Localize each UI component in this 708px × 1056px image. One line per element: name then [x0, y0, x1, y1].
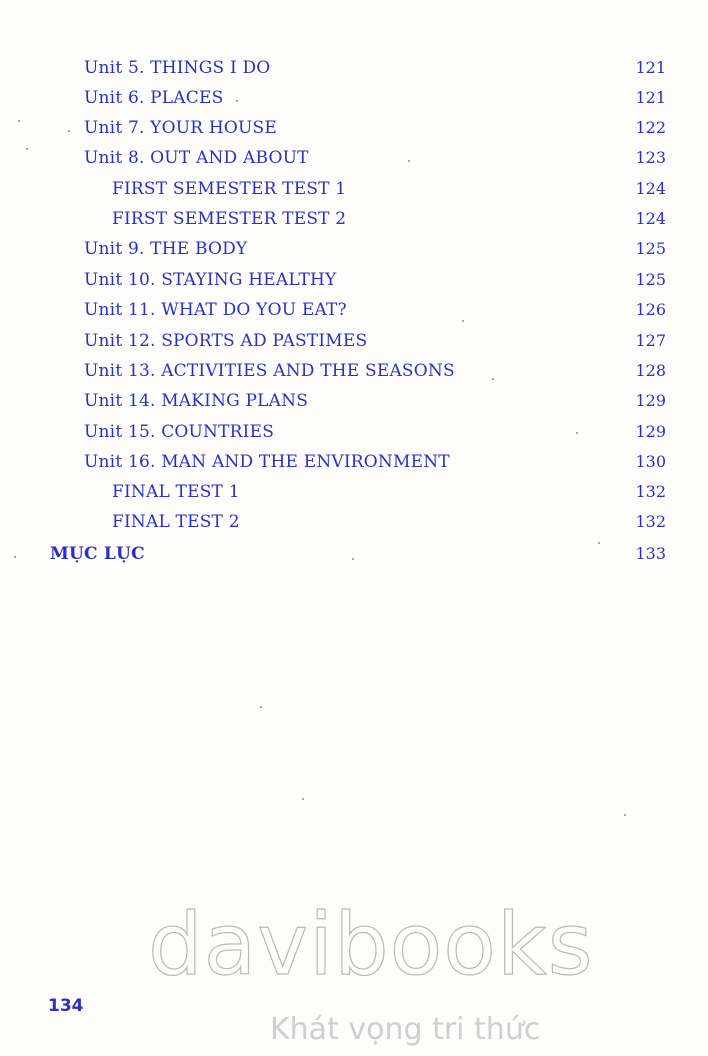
toc-entry-title: Unit 10. STAYING HEALTHY [84, 270, 337, 290]
toc-entry-title: Unit 12. SPORTS AD PASTIMES [84, 331, 368, 351]
toc-entry-unit-15 [0, 422, 708, 452]
toc-entry-unit-6 [0, 88, 708, 118]
toc-entry-first-semester-test-2 [0, 209, 708, 239]
toc-entry-unit-13 [0, 361, 708, 391]
toc-entry-title: FIRST SEMESTER TEST 1 [112, 179, 347, 199]
speck [260, 706, 262, 708]
toc-entry-first-semester-test-1 [0, 179, 708, 209]
toc-entry-unit-5 [0, 58, 708, 88]
toc-entry-page: 128 [635, 361, 666, 380]
speck [18, 120, 20, 122]
toc-entry-unit-12 [0, 331, 708, 361]
speck [576, 432, 578, 434]
watermark-name: davibooks [148, 895, 594, 995]
toc-entry-muc-luc [0, 544, 708, 574]
speck [598, 542, 600, 544]
page-number: 134 [48, 996, 84, 1016]
toc-entry-unit-16 [0, 452, 708, 482]
toc-entry-title: Unit 7. YOUR HOUSE [84, 118, 278, 138]
toc-entry-unit-14 [0, 391, 708, 421]
toc-entry-page: 129 [635, 391, 666, 410]
toc-entry-title: Unit 13. ACTIVITIES AND THE SEASONS [84, 361, 455, 381]
toc-entry-title: Unit 11. WHAT DO YOU EAT? [84, 300, 347, 320]
toc-entry-page: 127 [635, 331, 666, 350]
toc-entry-unit-10 [0, 270, 708, 300]
toc-entry-unit-11 [0, 300, 708, 330]
toc-entry-page: 130 [635, 452, 666, 471]
toc-entry-page: 122 [635, 118, 666, 137]
toc-entry-unit-8 [0, 148, 708, 178]
toc-entry-final-test-2 [0, 512, 708, 542]
toc-entry-title: FINAL TEST 1 [112, 482, 240, 502]
watermark-tagline: Khát vọng tri thức [270, 1012, 541, 1047]
toc-entry-title: Unit 6. PLACES [84, 88, 224, 108]
speck [14, 556, 16, 558]
toc-entry-page: 132 [635, 512, 666, 531]
toc-entry-page: 125 [635, 239, 666, 258]
toc-entry-page: 123 [635, 148, 666, 167]
toc-entry-title: Unit 16. MAN AND THE ENVIRONMENT [84, 452, 450, 472]
speck [68, 130, 70, 132]
toc-entry-page: 124 [635, 179, 666, 198]
toc-entry-unit-7 [0, 118, 708, 148]
toc-entry-page: 126 [635, 300, 666, 319]
toc-entry-title: Unit 14. MAKING PLANS [84, 391, 309, 411]
speck [352, 558, 354, 560]
toc-entry-title: FIRST SEMESTER TEST 2 [112, 209, 347, 229]
speck [624, 814, 626, 816]
toc-entry-title: Unit 15. COUNTRIES [84, 422, 275, 442]
speck [462, 320, 464, 322]
toc-entry-page: 124 [635, 209, 666, 228]
toc-entry-title: MỤC LỤC [50, 544, 145, 564]
speck [26, 148, 28, 150]
toc-entry-page: 121 [635, 58, 666, 77]
speck [302, 798, 304, 800]
toc-entry-title: Unit 5. THINGS I DO [84, 58, 271, 78]
toc-entry-page: 132 [635, 482, 666, 501]
toc-entry-page: 129 [635, 422, 666, 441]
toc-entry-title: Unit 8. OUT AND ABOUT [84, 148, 309, 168]
toc-entry-title: Unit 9. THE BODY [84, 239, 248, 259]
toc-entry-page: 121 [635, 88, 666, 107]
toc-entry-page: 125 [635, 270, 666, 289]
toc-entry-page: 133 [635, 544, 666, 563]
speck [236, 100, 238, 102]
toc-entry-title: FINAL TEST 2 [112, 512, 240, 532]
toc-entry-final-test-1 [0, 482, 708, 512]
speck [492, 378, 494, 380]
toc-entry-unit-9 [0, 239, 708, 269]
speck [408, 160, 410, 162]
